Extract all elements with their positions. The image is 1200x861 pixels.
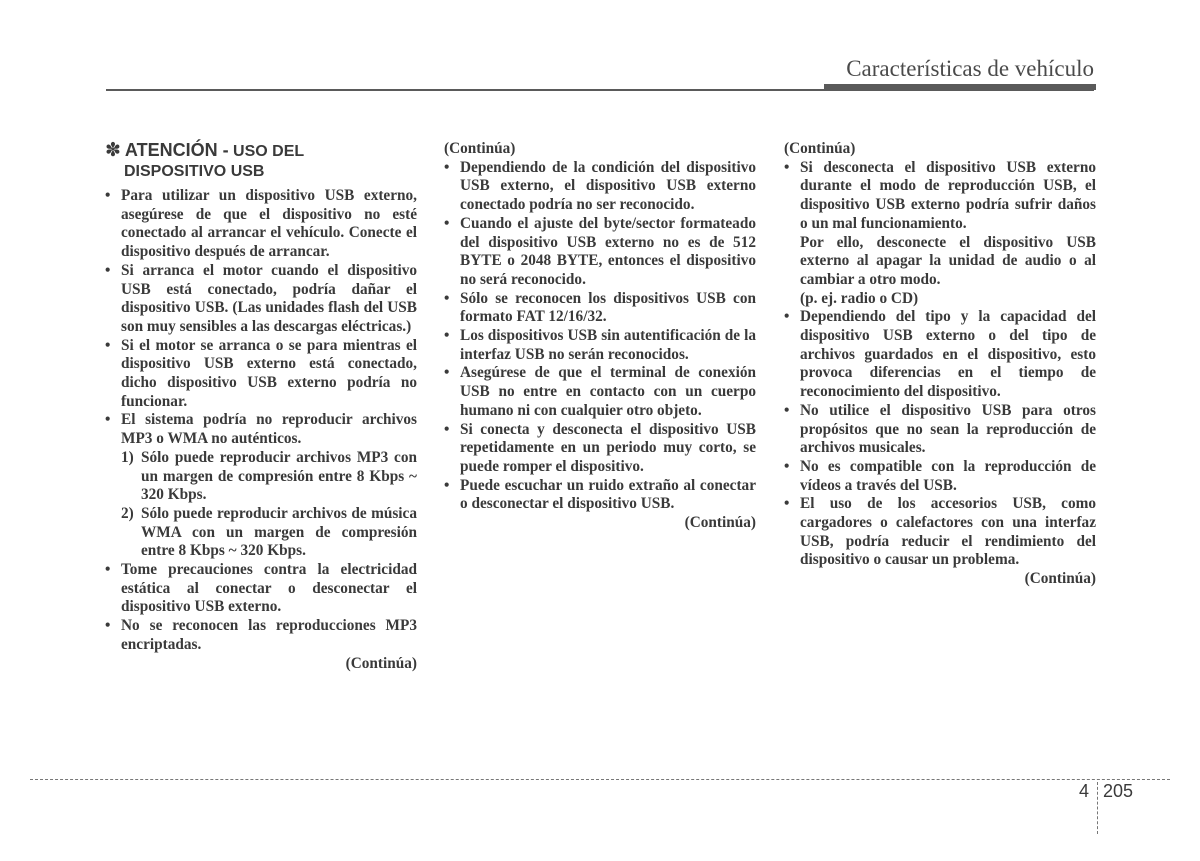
list-item: • No es compatible con la reproducción de vídeos a través del USB. — [784, 458, 1096, 495]
column-1 — [105, 140, 417, 673]
list-item: • Asegúrese de que el terminal de conexión USB no entre en contacto con un cuerpo humano ni con cualquier otro objeto. — [444, 364, 756, 420]
column-3 — [784, 140, 1096, 589]
attention-heading-line2: DISPOSITIVO USB — [124, 163, 265, 180]
bullet-list — [105, 187, 417, 655]
list-item-example: (p. ej. radio o CD) — [800, 289, 919, 307]
continued-label: (Continúa) — [784, 140, 856, 157]
list-item: • Si el motor se arranca o se para mientras el dispositivo USB externo está conectado, dicho dispositivo USB externo podría no funcionar. — [105, 337, 417, 412]
bullet-list — [784, 159, 1096, 570]
column-2 — [444, 140, 756, 533]
list-item: • Los dispositivos USB sin autentificación de la interfaz USB no serán reconocidos. — [444, 327, 756, 364]
list-item: • No utilice el dispositivo USB para otros propósitos que no sean la reproducción de archivos musicales. — [784, 402, 1096, 458]
header-rule-accent — [824, 84, 1096, 90]
list-item: • El uso de los accesorios USB, como cargadores o calefactores con una interfaz USB, podría reducir el rendimiento del dispositivo o causar un problema. — [784, 495, 1096, 570]
list-item: • Dependiendo del tipo y la capacidad del dispositivo USB externo o del tipo de archivos guardados en el dispositivo, esto provoca diferencias en el tiempo de reconocimiento del dispositivo. — [784, 308, 1096, 402]
attention-star-icon: ✽ — [105, 140, 121, 161]
list-item: • Puede escuchar un ruido extraño al conectar o desconectar el dispositivo USB. — [444, 477, 756, 514]
sub-list — [121, 449, 417, 561]
list-item-text: El sistema podría no reproducir archivos MP3 o WMA no auténticos. — [121, 411, 417, 448]
attention-heading-main: ATENCIÓN - — [124, 140, 229, 160]
list-item: • Para utilizar un dispositivo USB externo, asegúrese de que el dispositivo no esté conectado al arrancar el vehículo. Conecte el dispositivo después de arrancar. — [105, 187, 417, 262]
attention-heading-rest: USO DEL — [228, 143, 305, 160]
list-item: • Dependiendo de la condición del dispositivo USB externo, el dispositivo USB externo conectado podría no ser reconocido. — [444, 159, 756, 215]
sub-list-item — [121, 505, 417, 561]
continue-label: (Continúa) — [684, 514, 756, 532]
sub-list-text: Sólo puede reproducir archivos de música WMA con un margen de compresión entre 8 Kbps ~ 320 Kbps. — [141, 504, 417, 560]
list-item: • Si conecta y desconecta el dispositivo USB repetidamente en un periodo muy corto, se puede romper el dispositivo. — [444, 421, 756, 477]
list-item: • Sólo se reconocen los dispositivos USB con formato FAT 12/16/32. — [444, 290, 756, 327]
page-number: 205 — [1103, 781, 1134, 801]
list-item: • Cuando el ajuste del byte/sector formateado del dispositivo USB externo no es de 512 BYTE o 2048 BYTE, entonces el dispositivo no será reconocido. — [444, 215, 756, 290]
chapter-number: 4 — [1079, 781, 1090, 801]
list-item: • No se reconocen las reproducciones MP3 encriptadas. — [105, 617, 417, 654]
list-item: • Si arranca el motor cuando el dispositivo USB está conectado, podría dañar el dispositivo USB. (Las unidades flash del USB son muy sensibles a las descargas eléctricas.) — [105, 262, 417, 337]
footer-vertical-divider — [1097, 782, 1098, 834]
list-item — [784, 159, 1096, 309]
continued-label: (Continúa) — [444, 140, 516, 157]
list-item: • Tome precauciones contra la electricidad estática al conectar o desconectar el dispositivo USB externo. — [105, 561, 417, 617]
list-item — [105, 411, 417, 561]
bullet-list — [444, 159, 756, 514]
sub-list-number: 2) — [121, 504, 134, 522]
footer-divider — [30, 779, 1170, 780]
sub-list-item — [121, 449, 417, 505]
list-item-text: • Si desconecta el dispositivo USB externo durante el modo de reproducción USB, el dispositivo USB externo podría sufrir daños o un mal funcionamiento. — [800, 158, 1096, 232]
continue-label: (Continúa) — [345, 654, 417, 672]
sub-list-number: 1) — [121, 448, 134, 466]
section-title: Características de vehículo — [846, 56, 1094, 81]
attention-heading — [105, 140, 417, 181]
list-item-paragraph: Por ello, desconecte el dispositivo USB externo al apagar la unidad de audio o al cambiar a otro modo. — [800, 233, 1096, 288]
continue-label: (Continúa) — [1024, 570, 1096, 588]
sub-list-text: Sólo puede reproducir archivos MP3 con un margen de compresión entre 8 Kbps ~ 320 Kbps. — [141, 448, 417, 504]
